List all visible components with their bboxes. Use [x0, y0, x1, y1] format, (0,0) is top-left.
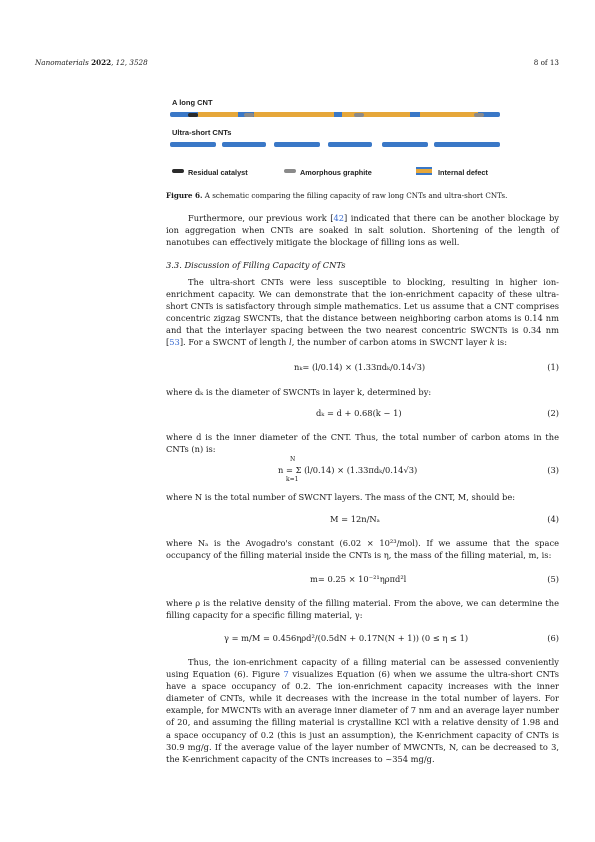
equation-2: dₖ = d + 0.68(k − 1) (2) [316, 408, 559, 418]
short-cnt-row [170, 142, 500, 147]
figure-7-link[interactable]: 7 [283, 669, 289, 680]
equation-6: γ = m/M = 0.456ηρd²/(0.5dN + 0.17N(N + 1)) (0 ≤ η ≤ 1) (6) [224, 633, 559, 643]
where-5: where ρ is the relative density of the filling material. From the above, we can determine the filling capacity for a specific filling material, γ: [166, 598, 559, 621]
caption-label: Figure 6. [166, 191, 203, 200]
graphite-icon [474, 113, 484, 117]
where-4: where Nₐ is the Avogadro's constant (6.02 × 10²³/mol). If we assume that the space occupancy of the filling material inside the CNTs is η, the mass of the filling material, m, is: [166, 538, 559, 561]
journal-citation: , 12, 3528 [111, 58, 148, 67]
equation-3: N k=1 n = Σ (l/0.14) × (1.33πdₖ/0.14√3) (3) [278, 456, 559, 483]
paragraph-1: Furthermore, our previous work [42] indicated that there can be another blockage by ion aggregation when CNTs are soaked in salt solution. Shortening of the length of nanotubes can effectively mitigate the blockage of filling ions as well. [166, 213, 559, 248]
running-header [35, 58, 148, 67]
label-short-cnts: Ultra-short CNTs [172, 128, 232, 137]
graphite-icon [354, 113, 364, 117]
paragraph-2: The ultra-short CNTs were less susceptible to blocking, resulting in higher ion-enrichment capacity. We can demonstrate that the ion-enrichment capacity of these ultra-short CNTs is satisfactory through simple mathematics. Let us assume that a CNT comprises concentric zigzag SWCNTs, that the distance between neighboring carbon atoms is 0.14 nm and that the interlayer spacing between the two nearest concentric SWCNTs is 0.34 nm [53]. For a SWCNT of length l, the number of carbon atoms in SWCNT layer k is: [166, 277, 559, 348]
catalyst-icon [188, 113, 198, 117]
figure-6 [166, 92, 559, 184]
graphite-legend-icon [284, 169, 296, 173]
catalyst-legend-icon [172, 169, 184, 173]
caption-text: A schematic comparing the filling capacity of raw long CNTs and ultra-short CNTs. [202, 191, 508, 200]
where-1: where dₖ is the diameter of SWCNTs in layer k, determined by: [166, 387, 432, 397]
ref-53-link[interactable]: 53 [169, 337, 180, 348]
paragraph-3: Thus, the ion-enrichment capacity of a filling material can be assessed conveniently using Equation (6). Figure 7 visualizes Equation (6) when we assume the ultra-short CNTs have a space occupancy of 0.2. The ion-enrichment capacity increases with the inner diameter of CNTs, while it decreases with the increase in the total number of layers. For example, for MWCNTs with an average inner diameter of 7 nm and an average layer number of 20, and assuming the filling material is crystalline KCl with a relative density of 1.98 and a space occupancy of 0.2 (this is just an assumption), the K-enrichment capacity of CNTs is 30.9 mg/g. If the average value of the layer number of MWCNTs, N, can be decreased to 3, the K-enrichment capacity of the CNTs increases to ~354 mg/g. [166, 657, 559, 764]
figure-caption [166, 191, 559, 200]
section-title: 3.3. Discussion of Filling Capacity of CNTs [166, 260, 346, 270]
where-2: where d is the inner diameter of the CNT. Thus, the total number of carbon atoms in the CNTs (n) is: [166, 432, 559, 455]
journal-name: Nanomaterials [35, 58, 89, 67]
graphite-icon [244, 113, 254, 117]
equation-5: m= 0.25 × 10⁻²¹ηρπd²l (5) [310, 574, 559, 584]
label-long-cnt: A long CNT [172, 98, 213, 107]
page-number: 8 of 13 [533, 58, 559, 67]
defect-legend-icon [416, 167, 432, 175]
journal-year: 2022 [91, 58, 112, 67]
legend-graphite: Amorphous graphite [300, 168, 372, 177]
equation-4: M = 12n/Nₐ (4) [330, 514, 559, 524]
legend-catalyst: Residual catalyst [188, 168, 248, 177]
ref-42-link[interactable]: 42 [333, 213, 345, 223]
long-cnt-bar [170, 112, 500, 117]
legend-defect: Internal defect [438, 168, 488, 177]
where-3: where N is the total number of SWCNT layers. The mass of the CNT, M, should be: [166, 492, 516, 502]
equation-1: nₖ= (l/0.14) × (1.33πdₖ/0.14√3) (1) [294, 362, 559, 372]
